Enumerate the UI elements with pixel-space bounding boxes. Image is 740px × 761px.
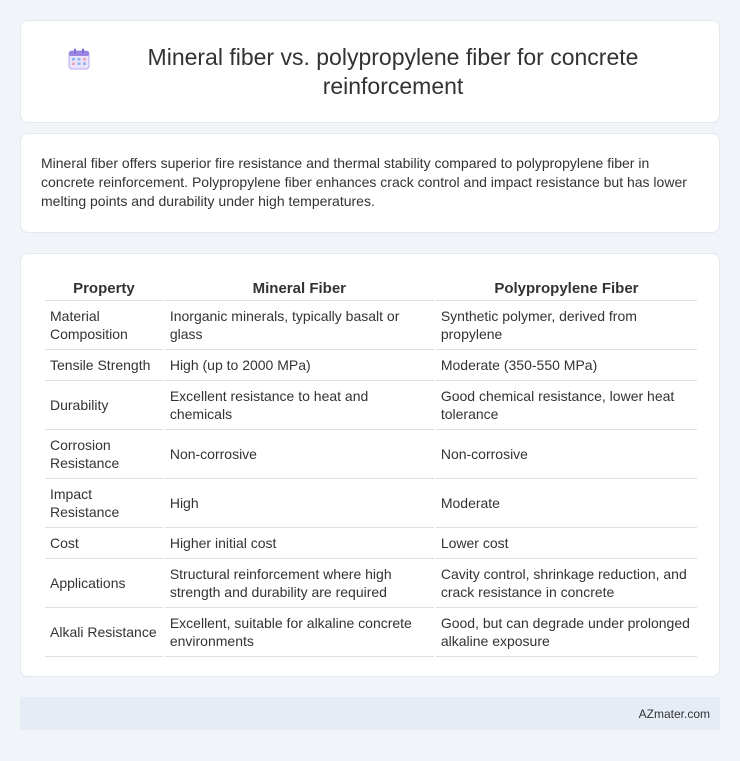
cell-mineral: Higher initial cost — [165, 528, 434, 559]
cell-polypropylene: Cavity control, shrinkage reduction, and crack resistance in concrete — [436, 559, 697, 608]
table-card — [20, 253, 720, 677]
table-row — [45, 350, 697, 381]
title-wrap — [61, 43, 679, 101]
comparison-table — [43, 274, 699, 657]
cell-mineral: High (up to 2000 MPa) — [165, 350, 434, 381]
cell-property: Material Composition — [45, 301, 163, 350]
cell-polypropylene: Moderate — [436, 479, 697, 528]
cell-mineral: Non-corrosive — [165, 430, 434, 479]
calendar-icon — [67, 47, 91, 71]
cell-polypropylene: Good chemical resistance, lower heat tolerance — [436, 381, 697, 430]
header-mineral-fiber: Mineral Fiber — [165, 274, 434, 301]
table-row — [45, 381, 697, 430]
title-card — [20, 20, 720, 123]
table-row — [45, 608, 697, 657]
header-polypropylene-fiber: Polypropylene Fiber — [436, 274, 697, 301]
cell-mineral: Excellent resistance to heat and chemicals — [165, 381, 434, 430]
footer — [20, 697, 720, 730]
cell-polypropylene: Lower cost — [436, 528, 697, 559]
cell-mineral: Inorganic minerals, typically basalt or glass — [165, 301, 434, 350]
cell-mineral: Excellent, suitable for alkaline concrete environments — [165, 608, 434, 657]
cell-polypropylene: Good, but can degrade under prolonged alkaline exposure — [436, 608, 697, 657]
footer-site-link[interactable]: AZmater.com — [638, 706, 710, 721]
summary-card — [20, 133, 720, 233]
cell-mineral: High — [165, 479, 434, 528]
table-row — [45, 301, 697, 350]
table-row — [45, 430, 697, 479]
cell-polypropylene: Non-corrosive — [436, 430, 697, 479]
cell-property: Applications — [45, 559, 163, 608]
table-row — [45, 559, 697, 608]
cell-polypropylene: Moderate (350-550 MPa) — [436, 350, 697, 381]
cell-property: Impact Resistance — [45, 479, 163, 528]
cell-property: Tensile Strength — [45, 350, 163, 381]
page-title: Mineral fiber vs. polypropylene fiber for concrete reinforcement — [147, 43, 639, 99]
cell-property: Alkali Resistance — [45, 608, 163, 657]
cell-mineral: Structural reinforcement where high strength and durability are required — [165, 559, 434, 608]
table-header-row — [45, 274, 697, 301]
cell-property: Cost — [45, 528, 163, 559]
header-property: Property — [45, 274, 163, 301]
cell-property: Durability — [45, 381, 163, 430]
summary-text: Mineral fiber offers superior fire resistance and thermal stability compared to polypropylene fiber in concrete reinforcement. Polypropylene fiber enhances crack control and impact resistance but has lower melting points and durability under high temperatures. — [41, 155, 687, 209]
cell-property: Corrosion Resistance — [45, 430, 163, 479]
table-row — [45, 528, 697, 559]
cell-polypropylene: Synthetic polymer, derived from propylene — [436, 301, 697, 350]
table-row — [45, 479, 697, 528]
